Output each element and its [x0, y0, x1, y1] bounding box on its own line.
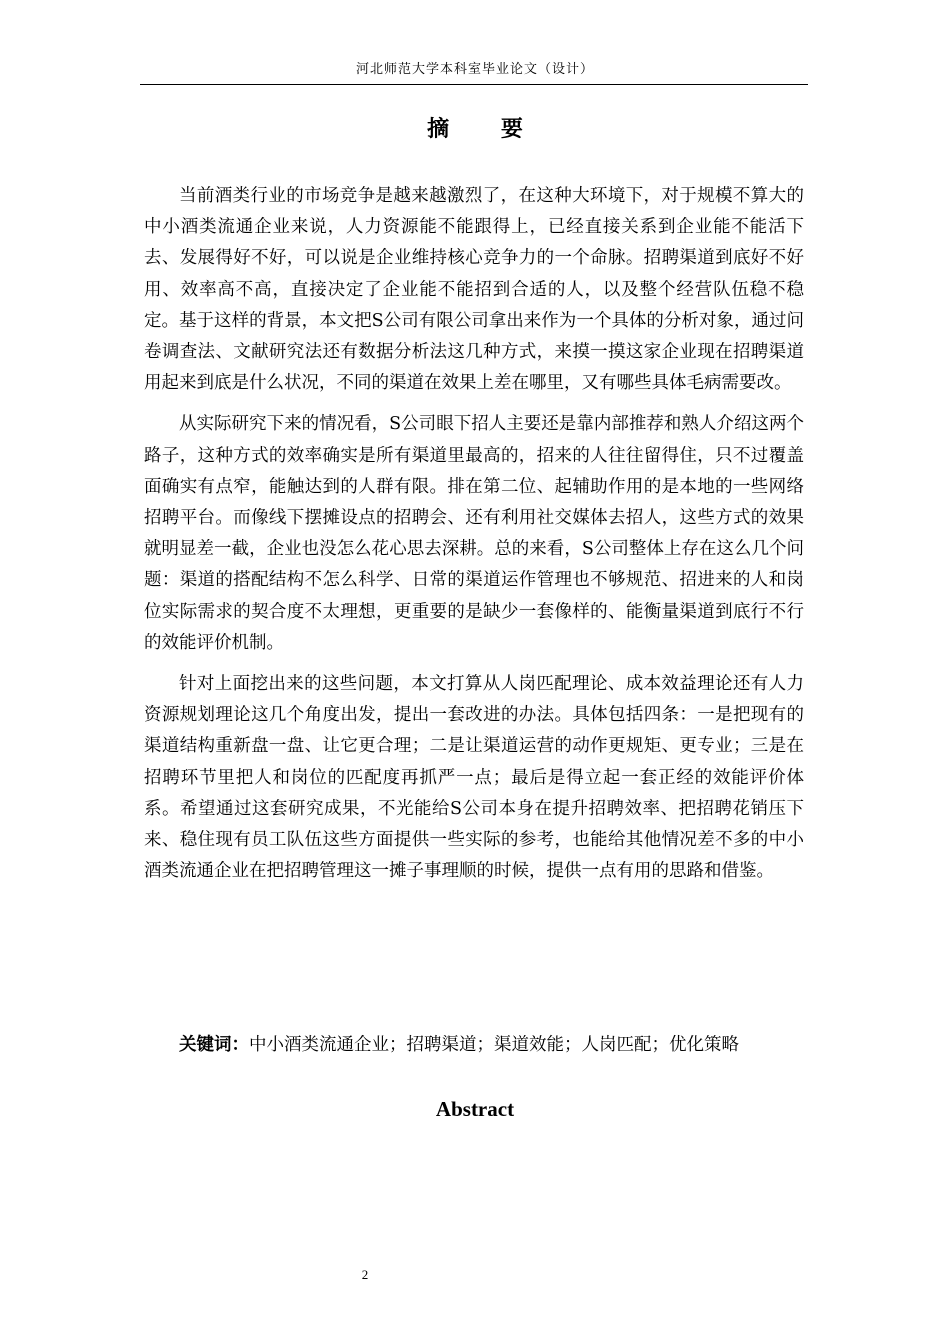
abstract-paragraph-3: 针对上面挖出来的这些问题，本文打算从人岗匹配理论、成本效益理论还有人力资源规划理论这几个角度出发，提出一套改进的办法。具体包括四条：一是把现有的渠道结构重新盘一盘、让它更合理；二是让渠道运营的动作更规矩、更专业；三是在招聘环节里把人和岗位的匹配度再抓严一点；最后是得立起一套正经的效能评价体系。希望通过这套研究成果，不光能给S公司本身在提升招聘效率、把招聘花销压下来、稳住现有员工队伍这些方面提供一些实际的参考，也能给其他情况差不多的中小酒类流通企业在把招聘管理这一摊子事理顺的时候，提供一点有用的思路和借鉴。	[144, 674, 804, 882]
abstract-paragraph-1: 当前酒类行业的市场竞争是越来越激烈了，在这种大环境下，对于规模不算大的中小酒类流通企业来说，人力资源能不能跟得上，已经直接关系到企业能不能活下去、发展得好不好，可以说是企业维持核心竞争力的一个命脉。招聘渠道到底好不好用、效率高不高，直接决定了企业能不能招到合适的人，以及整个经营队伍稳不稳定。基于这样的背景，本文把S公司有限公司拿出来作为一个具体的分析对象，通过问卷调查法、文献研究法还有数据分析法这几种方式，来摸一摸这家企业现在招聘渠道用起来到底是什么状况，不同的渠道在效果上差在哪里，又有哪些具体毛病需要改。	[144, 186, 804, 394]
running-header: 河北师范大学本科室毕业论文（设计）	[355, 62, 594, 77]
abstract-body-zh	[144, 181, 804, 897]
keywords-label: 关键词：	[179, 1035, 249, 1055]
abstract-title-zh: 摘 要	[427, 117, 545, 142]
abstract-title-en: Abstract	[435, 1097, 515, 1121]
abstract-paragraph-2: 从实际研究下来的情况看，S公司眼下招人主要还是靠内部推荐和熟人介绍这两个路子，这种方式的效率确实是所有渠道里最高的，招来的人往往留得住，只不过覆盖面确实有点窄，能触达到的人群有限。排在第二位、起辅助作用的是本地的一些网络招聘平台。而像线下摆摊设点的招聘会、还有利用社交媒体去招人，这些方式的效果就明显差一截，企业也没怎么花心思去深耕。总的来看，S公司整体上存在这么几个问题：渠道的搭配结构不怎么科学、日常的渠道运作管理也不够规范、招进来的人和岗位实际需求的契合度不太理想，更重要的是缺少一套像样的、能衡量渠道到底行不行的效能评价机制。	[144, 414, 804, 653]
keywords-list: 中小酒类流通企业；招聘渠道；渠道效能；人岗匹配；优化策略	[249, 1035, 739, 1055]
header-rule	[140, 84, 808, 85]
page-number: 2	[361, 1267, 369, 1282]
keywords-line	[144, 1030, 804, 1061]
